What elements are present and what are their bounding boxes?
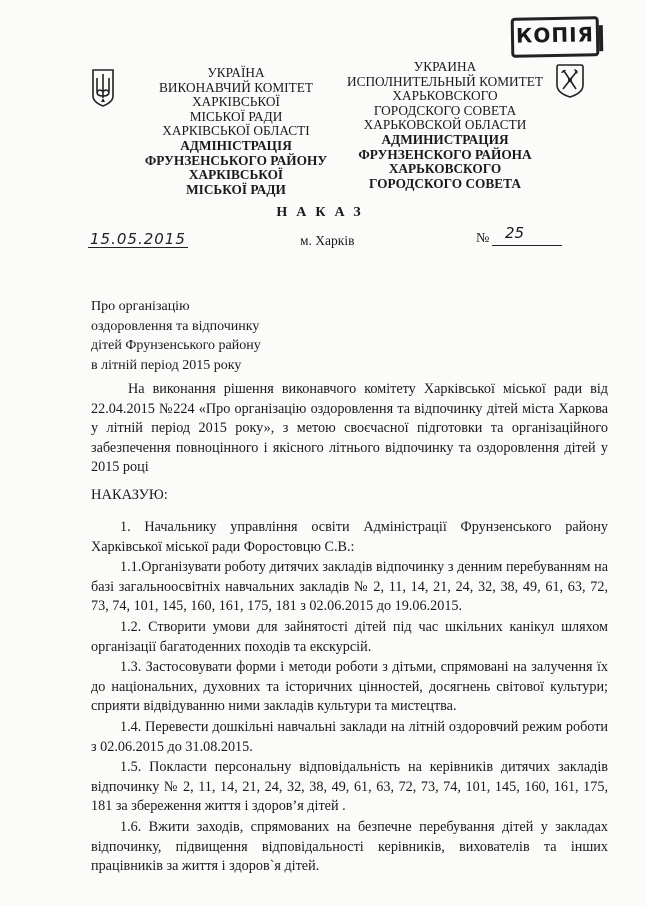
- date-underline: [88, 247, 188, 248]
- header-line: УКРАИНА: [413, 59, 477, 74]
- header-line-bold: МІСЬКОЇ РАДИ: [186, 181, 286, 197]
- header-line-bold: ГОРОДСКОГО СОВЕТА: [369, 175, 521, 191]
- header-line: ХАРКІВСЬКОЇ ОБЛАСТІ: [162, 123, 310, 139]
- subject-line: оздоровлення та відпочинку: [91, 318, 260, 334]
- header-line-bold: ХАРКІВСЬКОЇ: [188, 167, 284, 183]
- order-heading: НАКАЗУЮ:: [91, 487, 168, 503]
- header-line: ХАРЬКОВСКОЙ ОБЛАСТИ: [363, 117, 527, 133]
- number-underline: [492, 245, 562, 246]
- header-line: ХАРЬКОВСКОГО: [392, 88, 498, 104]
- header-line: МІСЬКОЇ РАДИ: [189, 108, 283, 124]
- handwritten-number: 25: [505, 224, 525, 242]
- copy-stamp: КОПІЯ: [511, 16, 600, 58]
- header-line: ИСПОЛНИТЕЛЬНЫЙ КОМИТЕТ: [346, 73, 544, 89]
- header-russian: [340, 60, 550, 191]
- subject-line: в літній період 2015 року: [91, 357, 242, 373]
- handwritten-date: 15.05.2015: [90, 230, 186, 248]
- header-line-bold: АДМИНИСТРАЦИЯ: [381, 131, 509, 147]
- trident-emblem-icon: [91, 68, 115, 108]
- header-line-bold: ФРУНЗЕНСЬКОГО РАЙОНУ: [144, 152, 328, 168]
- header-line: ВИКОНАВЧИЙ КОМІТЕТ: [159, 79, 313, 95]
- header-line-bold: АДМІНІСТРАЦІЯ: [180, 137, 292, 153]
- document-title: НАКАЗ: [276, 205, 370, 220]
- city-label: м. Харків: [300, 233, 355, 248]
- intro-paragraph: На виконання рішення виконавчого комітету Харківської міської ради від 22.04.2015 №224 «Про організацію оздоровлення та відпочинку дітей міста Харкова у літній період 2015 року», з метою своєчасної підготовки та організаційного забезпечення повноцінного і якісного літнього відпочинку та оздоровлення дітей у 2015 році: [91, 381, 608, 476]
- header-line: ГОРОДСКОГО СОВЕТА: [373, 102, 517, 118]
- city-coat-of-arms-icon: [555, 63, 585, 99]
- subject-line: Про організацію: [91, 299, 190, 314]
- intro-paragraph-block: [91, 380, 608, 478]
- order-item: 1.2. Створити умови для зайнятості дітей під час шкільних канікул шляхом організації багатоденних походів та екскурсій.: [91, 618, 608, 655]
- order-item: 1.1.Організувати роботу дитячих закладів відпочинку з денним перебуванням на базі загальноосвітніх навчальних закладів № 2, 11, 14, 21, 24, 32, 38, 49, 61, 63, 72, 73, 74, 101, 145, 160, 161, 175, 181 з 02.06.2015 до 19.06.2015.: [91, 559, 608, 615]
- order-items: [91, 518, 608, 878]
- order-subject: [91, 297, 261, 375]
- number-label: №: [476, 231, 490, 246]
- header-line: УКРАЇНА: [207, 65, 265, 80]
- header-line-bold: ФРУНЗЕНСКОГО РАЙОНА: [358, 146, 532, 162]
- header-line: ХАРКІВСЬКОЇ: [192, 94, 280, 110]
- subject-line: дітей Фрунзенського району: [91, 338, 261, 353]
- order-item: 1. Начальнику управління освіти Адміністрації Фрунзенського району Харківської міської ради Форостовцю С.В.:: [91, 519, 608, 555]
- order-item: 1.5. Покласти персональну відповідальність на керівників дитячих закладів відпочинку № 2, 11, 14, 21, 24, 32, 38, 49, 61, 63, 72, 73, 74, 101, 145, 160, 161, 175, 181 за збереження життя і здоров’я дітей .: [91, 759, 608, 815]
- order-item: 1.3. Застосовувати форми і методи роботи з дітьми, спрямовані на залучення їх до національних, духовних та історичних цінностей, досягнень світової культури; сприяти відвідуванню ними закладів культури та мистецтва.: [91, 659, 608, 715]
- header-ukrainian: [140, 66, 332, 197]
- order-item: 1.4. Перевести дошкільні навчальні заклади на літній оздоровчий режим роботи з 02.06.2015 до 31.08.2015.: [91, 718, 608, 755]
- order-item: 1.6. Вжити заходів, спрямованих на безпечне перебування дітей у закладах відпочинку, підвищення відповідальності керівників, вихователів та інших працівників за життя і здоров`я дітей.: [91, 818, 608, 875]
- header-line-bold: ХАРЬКОВСКОГО: [388, 161, 502, 177]
